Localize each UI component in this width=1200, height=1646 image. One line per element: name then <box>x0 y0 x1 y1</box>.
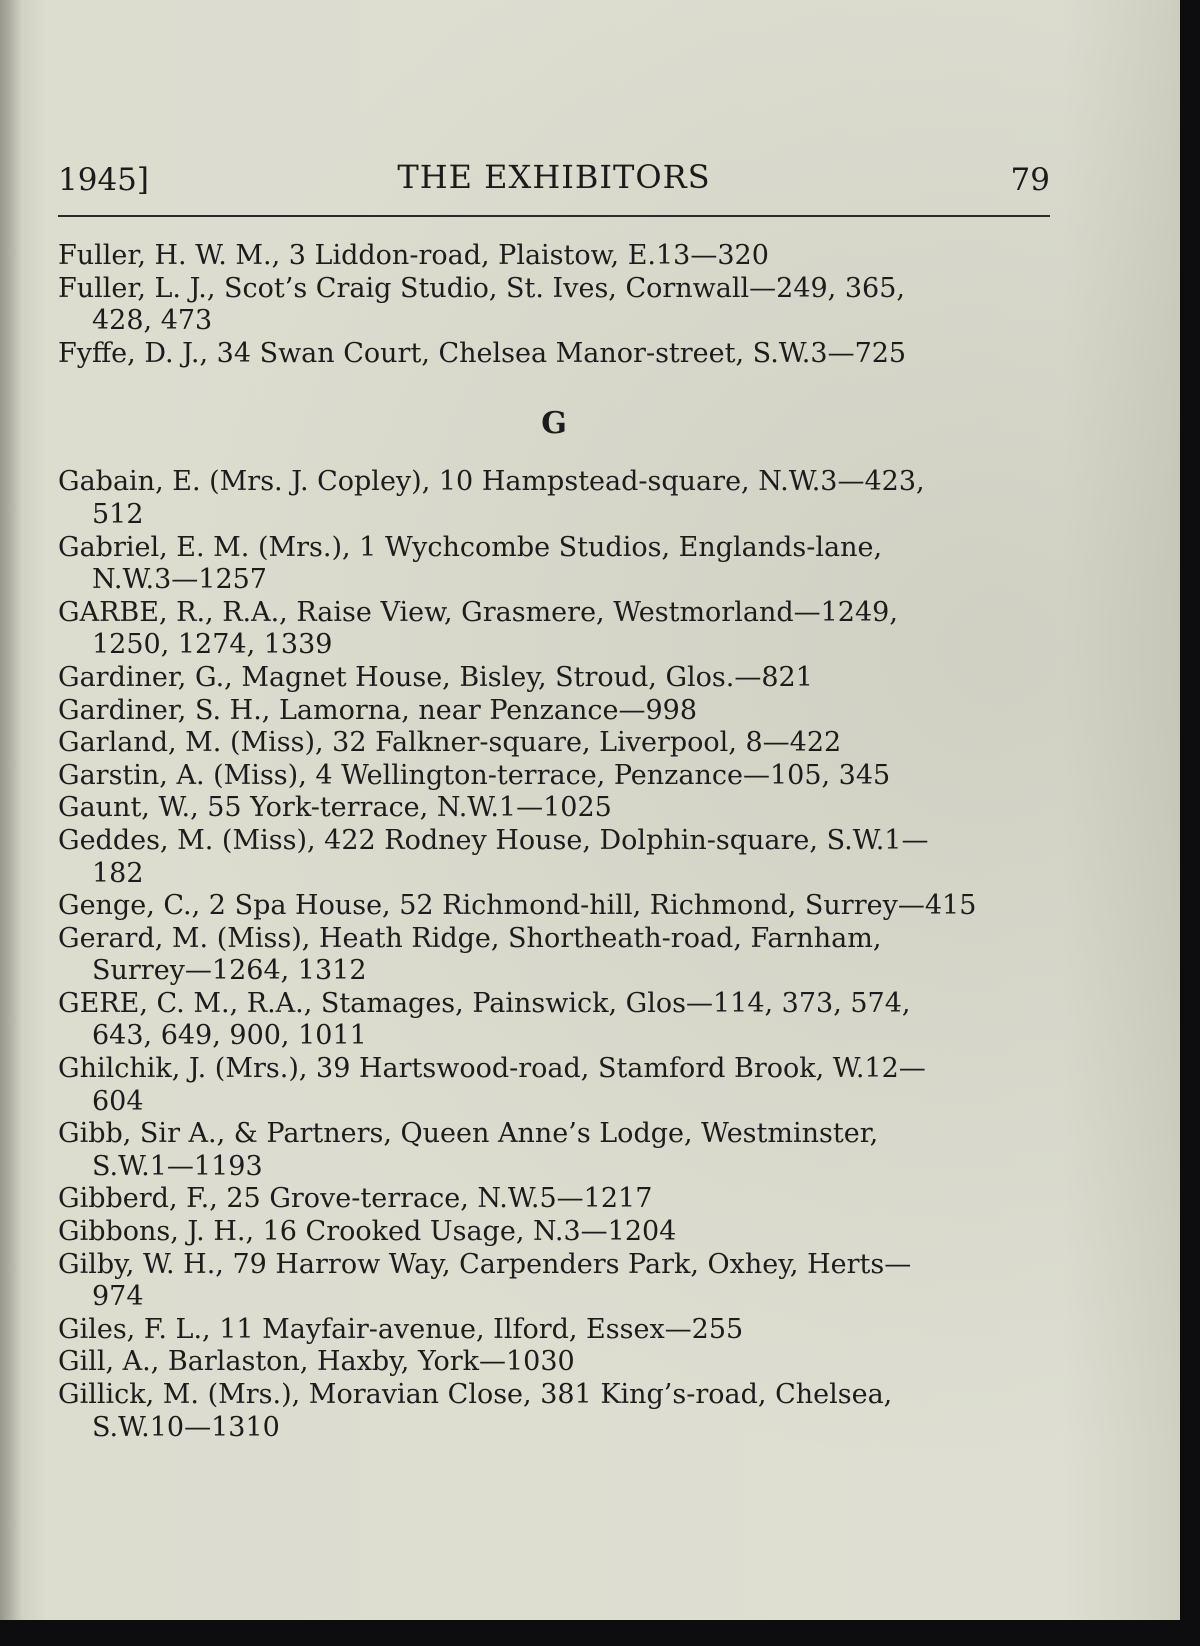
entry-line: Gibbons, J. H., 16 Crooked Usage, N.3—1204 <box>58 1216 677 1248</box>
exhibitor-entry <box>58 727 1050 760</box>
entry-line: Gillick, M. (Mrs.), Moravian Close, 381 King’s-road, Chelsea, <box>58 1379 893 1410</box>
entry-line: Gibb, Sir A., & Partners, Queen Anne’s Lodge, Westminster, <box>58 1118 879 1150</box>
exhibitor-entry <box>58 240 1050 273</box>
entry-line: GERE, C. M., R.A., Stamages, Painswick, Glos—114, 373, 574, <box>58 987 911 1019</box>
exhibitor-entry <box>58 760 1050 793</box>
exhibitor-entry <box>58 890 1050 923</box>
exhibitor-entry <box>58 273 1050 338</box>
entry-continuation: 1250, 1274, 1339 <box>92 629 333 661</box>
spine-shadow <box>0 0 22 1620</box>
entry-continuation: Surrey—1264, 1312 <box>92 955 367 987</box>
exhibitor-entry <box>58 988 1050 1053</box>
entry-line: Fuller, L. J., Scot’s Craig Studio, St. Ives, Cornwall—249, 365, <box>58 272 905 304</box>
entry-line: Genge, C., 2 Spa House, 52 Richmond-hill, Richmond, Surrey—415 <box>58 890 977 922</box>
entry-continuation: 643, 649, 900, 1011 <box>92 1020 367 1052</box>
entry-continuation: S.W.10—1310 <box>92 1411 280 1443</box>
exhibitor-entry <box>58 792 1050 825</box>
entry-line: Giles, F. L., 11 Mayfair-avenue, Ilford, Essex—255 <box>58 1313 744 1345</box>
exhibitor-list <box>58 240 1050 1444</box>
entry-line: Gaunt, W., 55 York-terrace, N.W.1—1025 <box>58 792 612 824</box>
exhibitor-entry <box>58 1249 1050 1314</box>
entry-line: Gardiner, G., Magnet House, Bisley, Stroud, Glos.—821 <box>58 661 813 693</box>
header-rule <box>58 215 1050 217</box>
entry-line: Garland, M. (Miss), 32 Falkner-square, Liverpool, 8—422 <box>58 727 842 759</box>
exhibitor-entry <box>58 1314 1050 1347</box>
exhibitor-entry <box>58 532 1050 597</box>
exhibitor-entry <box>58 1183 1050 1216</box>
entry-line: Gibberd, F., 25 Grove-terrace, N.W.5—1217 <box>58 1183 653 1215</box>
exhibitor-entry <box>58 597 1050 662</box>
entry-line: Fyffe, D. J., 34 Swan Court, Chelsea Manor-street, S.W.3—725 <box>58 337 907 369</box>
entry-line: Ghilchik, J. (Mrs.), 39 Hartswood-road, Stamford Brook, W.12— <box>58 1053 926 1085</box>
entry-continuation: 974 <box>92 1281 144 1313</box>
entries-f-group <box>58 240 1050 370</box>
entry-continuation: N.W.3—1257 <box>92 564 267 596</box>
entry-continuation: 604 <box>92 1085 144 1117</box>
entry-line: Garstin, A. (Miss), 4 Wellington-terrace, Penzance—105, 345 <box>58 759 891 791</box>
section-letter: G <box>541 406 567 442</box>
header-year: 1945] <box>58 162 149 198</box>
entry-line: Gardiner, S. H., Lamorna, near Penzance—998 <box>58 694 698 726</box>
exhibitor-entry <box>58 662 1050 695</box>
entry-line: Geddes, M. (Miss), 422 Rodney House, Dolphin-square, S.W.1— <box>58 824 929 856</box>
exhibitor-entry <box>58 466 1050 531</box>
entry-line: Gabain, E. (Mrs. J. Copley), 10 Hampstead-square, N.W.3—423, <box>58 466 925 498</box>
entry-continuation: 428, 473 <box>92 305 213 337</box>
exhibitor-entry <box>58 1118 1050 1183</box>
entry-continuation: 182 <box>92 857 144 889</box>
page-number: 79 <box>1010 162 1050 198</box>
entry-line: Gill, A., Barlaston, Haxby, York—1030 <box>58 1346 575 1378</box>
exhibitor-entry <box>58 825 1050 890</box>
header-title: THE EXHIBITORS <box>397 158 711 196</box>
exhibitor-entry <box>58 338 1050 371</box>
exhibitor-entry <box>58 1216 1050 1249</box>
running-header <box>58 152 1050 202</box>
entry-continuation: S.W.1—1193 <box>92 1150 263 1182</box>
entry-line: Gabriel, E. M. (Mrs.), 1 Wychcombe Studios, Englands-lane, <box>58 531 883 563</box>
exhibitor-entry <box>58 695 1050 728</box>
entry-line: Fuller, H. W. M., 3 Liddon-road, Plaistow, E.13—320 <box>58 240 769 271</box>
exhibitor-entry <box>58 1379 1050 1444</box>
entry-line: Gilby, W. H., 79 Harrow Way, Carpenders Park, Oxhey, Herts— <box>58 1248 912 1280</box>
exhibitor-entry <box>58 923 1050 988</box>
exhibitor-entry <box>58 1346 1050 1379</box>
exhibitor-entry <box>58 1053 1050 1118</box>
entry-continuation: 512 <box>92 498 144 530</box>
entry-line: Gerard, M. (Miss), Heath Ridge, Shortheath-road, Farnham, <box>58 922 882 954</box>
entries-g-group <box>58 466 1050 1444</box>
entry-line: GARBE, R., R.A., Raise View, Grasmere, Westmorland—1249, <box>58 596 898 628</box>
